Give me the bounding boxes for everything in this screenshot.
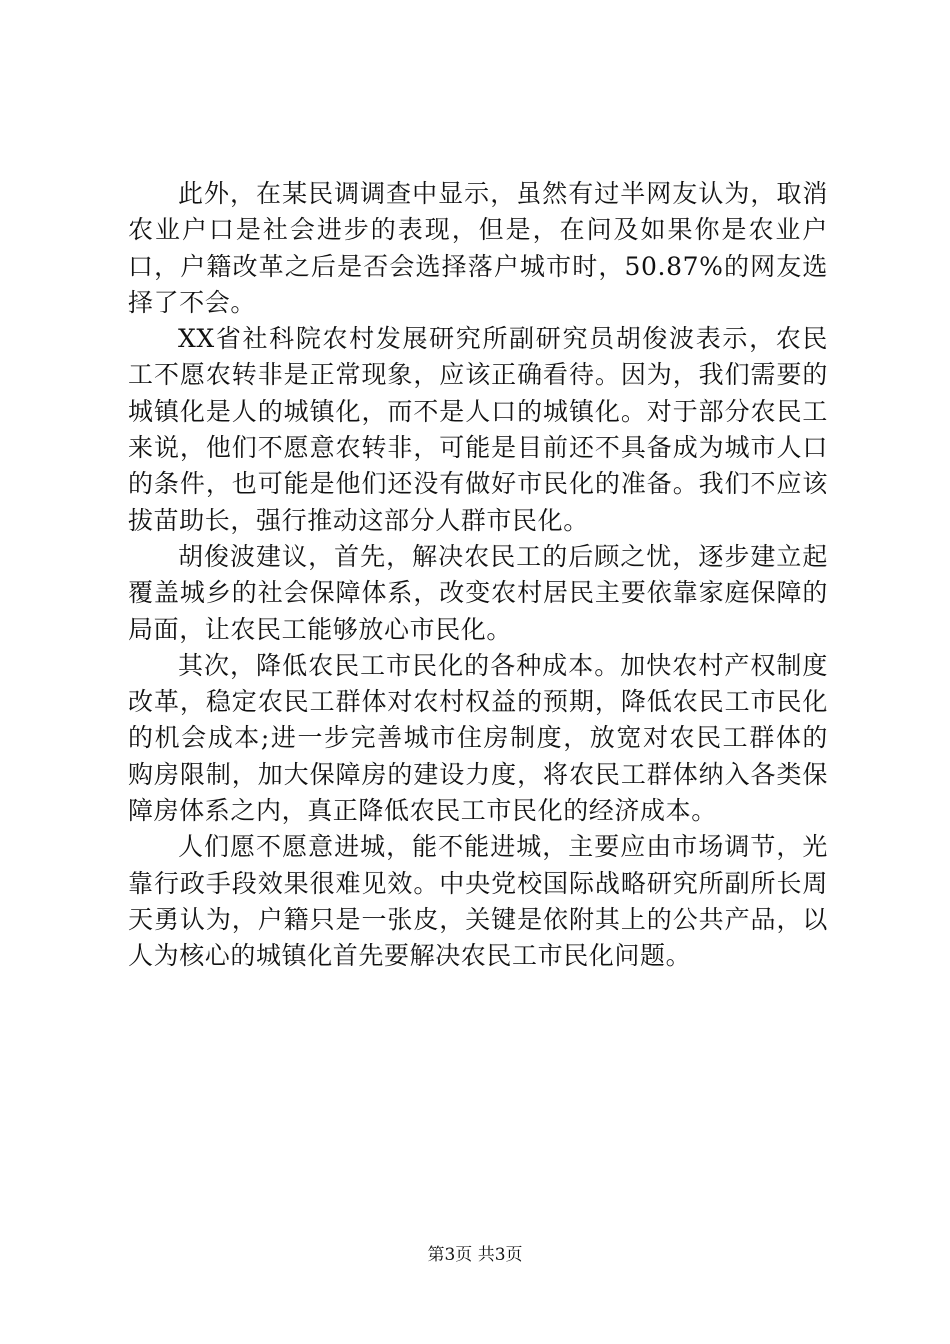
paragraph: XX省社科院农村发展研究所副研究员胡俊波表示，农民工不愿农转非是正常现象，应该正确看待。因为，我们需要的城镇化是人的城镇化，而不是人口的城镇化。对于部分农民工来说，他们不愿意农转非，可能是目前还不具备成为城市人口的条件，也可能是他们还没有做好市民化的准备。我们不应该拔苗助长，强行推动这部分人群市民化。	[128, 324, 828, 535]
paragraph: 其次，降低农民工市民化的各种成本。加快农村产权制度改革，稳定农民工群体对农村权益的预期，降低农民工市民化的机会成本;进一步完善城市住房制度，放宽对农民工群体的购房限制，加大保障房的建设力度，将农民工群体纳入各类保障房体系之内，真正降低农民工市民化的经济成本。	[128, 650, 828, 826]
paragraph: 此外，在某民调调查中显示，虽然有过半网友认为，取消农业户口是社会进步的表现，但是，在问及如果你是农业户口，户籍改革之后是否会选择落户城市时，50.87%的网友选择了不会。	[128, 179, 828, 317]
document-body	[128, 176, 828, 975]
paragraph: 胡俊波建议，首先，解决农民工的后顾之忧，逐步建立起覆盖城乡的社会保障体系，改变农村居民主要依靠家庭保障的局面，让农民工能够放心市民化。	[128, 541, 828, 644]
paragraph: 人们愿不愿意进城，能不能进城，主要应由市场调节，光靠行政手段效果很难见效。中央党校国际战略研究所副所长周天勇认为，户籍只是一张皮，关键是依附其上的公共产品，以人为核心的城镇化首先要解决农民工市民化问题。	[128, 832, 828, 971]
page-number-footer: 第3页 共3页	[427, 1245, 523, 1265]
